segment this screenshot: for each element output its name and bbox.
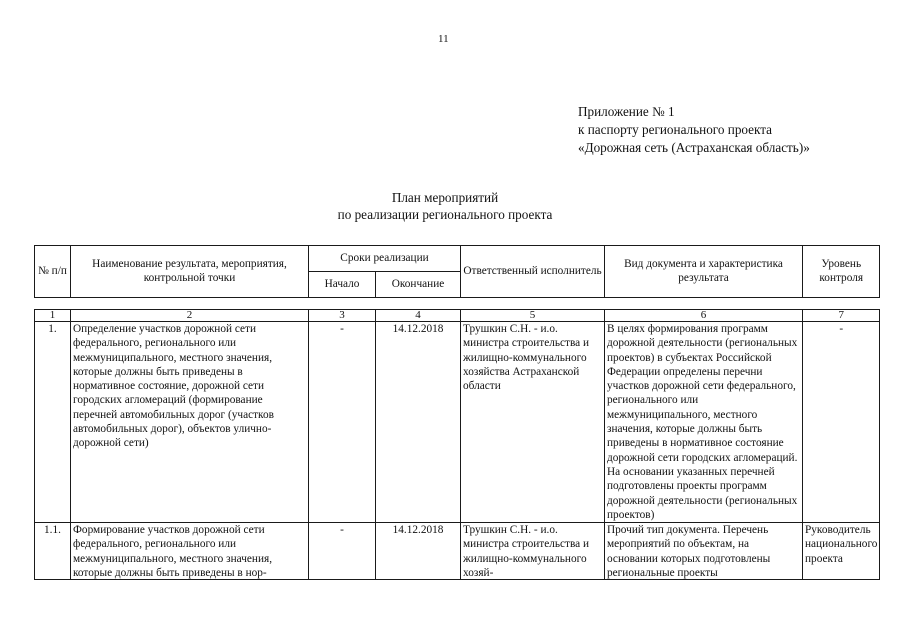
row-responsible: Трушкин С.Н. - и.о. министра строительства и жилищно-коммунального хозяйства Астраханской области [461, 322, 605, 523]
col-number: 2 [71, 310, 309, 322]
col-number: 6 [605, 310, 803, 322]
row-start: - [309, 322, 376, 523]
row-end: 14.12.2018 [376, 322, 461, 523]
header-dates: Сроки реализации [309, 246, 461, 272]
header-level: Уровень контроля [803, 246, 880, 298]
header-responsible: Ответственный исполнитель [461, 246, 605, 298]
plan-title [300, 189, 590, 223]
row-level: - [803, 322, 880, 523]
col-number: 1 [35, 310, 71, 322]
row-doc: Прочий тип документа. Перечень мероприятий по объектам, на основании которых подготовлены региональные проекты [607, 524, 771, 580]
col-number: 7 [803, 310, 880, 322]
column-number-row [35, 310, 880, 322]
header-doc: Вид документа и характеристика результата [605, 246, 803, 298]
annex-line-3: «Дорожная сеть (Астраханская область)» [578, 140, 810, 155]
row-start: - [340, 524, 344, 537]
header-start: Начало [309, 272, 376, 298]
table-row [35, 322, 880, 523]
col-number: 4 [376, 310, 461, 322]
annex-header [578, 103, 810, 157]
table-row [35, 523, 880, 580]
row-num: 1. [35, 322, 71, 523]
page-number: 11 [438, 33, 449, 45]
row-doc: В целях формирования программ дорожной деятельности (региональных проектов) в субъектах Российской Федерации определены перечни участков дорожной сети федерального, регионального или межмуниципального, местного значения, которые должны быть приведены в нормативное состояние дорожной сети городских агломераций. На основании указанных перечней подготовлены проекты программ дорожной деятельности (региональных проектов) [605, 322, 803, 523]
annex-line-1: Приложение № 1 [578, 104, 675, 119]
annex-line-2: к паспорту регионального проекта [578, 122, 773, 137]
row-end: 14.12.2018 [392, 524, 444, 537]
plan-title-line-2: по реализации регионального проекта [337, 207, 553, 222]
row-name: Формирование участков дорожной сети федерального, регионального или межмуниципального, местного значения, которые должны быть приведены в нор- [73, 524, 273, 580]
row-level: Руководитель национального проекта [805, 524, 878, 565]
row-num: 1.1. [44, 524, 61, 537]
col-number: 5 [461, 310, 605, 322]
header-end: Окончание [376, 272, 461, 298]
header-name: Наименование результата, мероприятия, контрольной точки [71, 246, 309, 298]
col-number: 3 [309, 310, 376, 322]
header-num: № п/п [35, 246, 71, 298]
plan-title-line-1: План мероприятий [391, 190, 499, 205]
row-name: Определение участков дорожной сети федерального, регионального или межмуниципального, местного значения, которые должны быть приведены в нормативное состояние, дорожной сети городских агломераций (формирование перечней автомобильных дорог (участков автомобильных дорог), объектов улично-дорожной сети) [71, 322, 309, 523]
plan-table [34, 245, 880, 580]
row-responsible: Трушкин С.Н. - и.о. министра строительства и жилищно-коммунального хозяй- [463, 524, 590, 580]
